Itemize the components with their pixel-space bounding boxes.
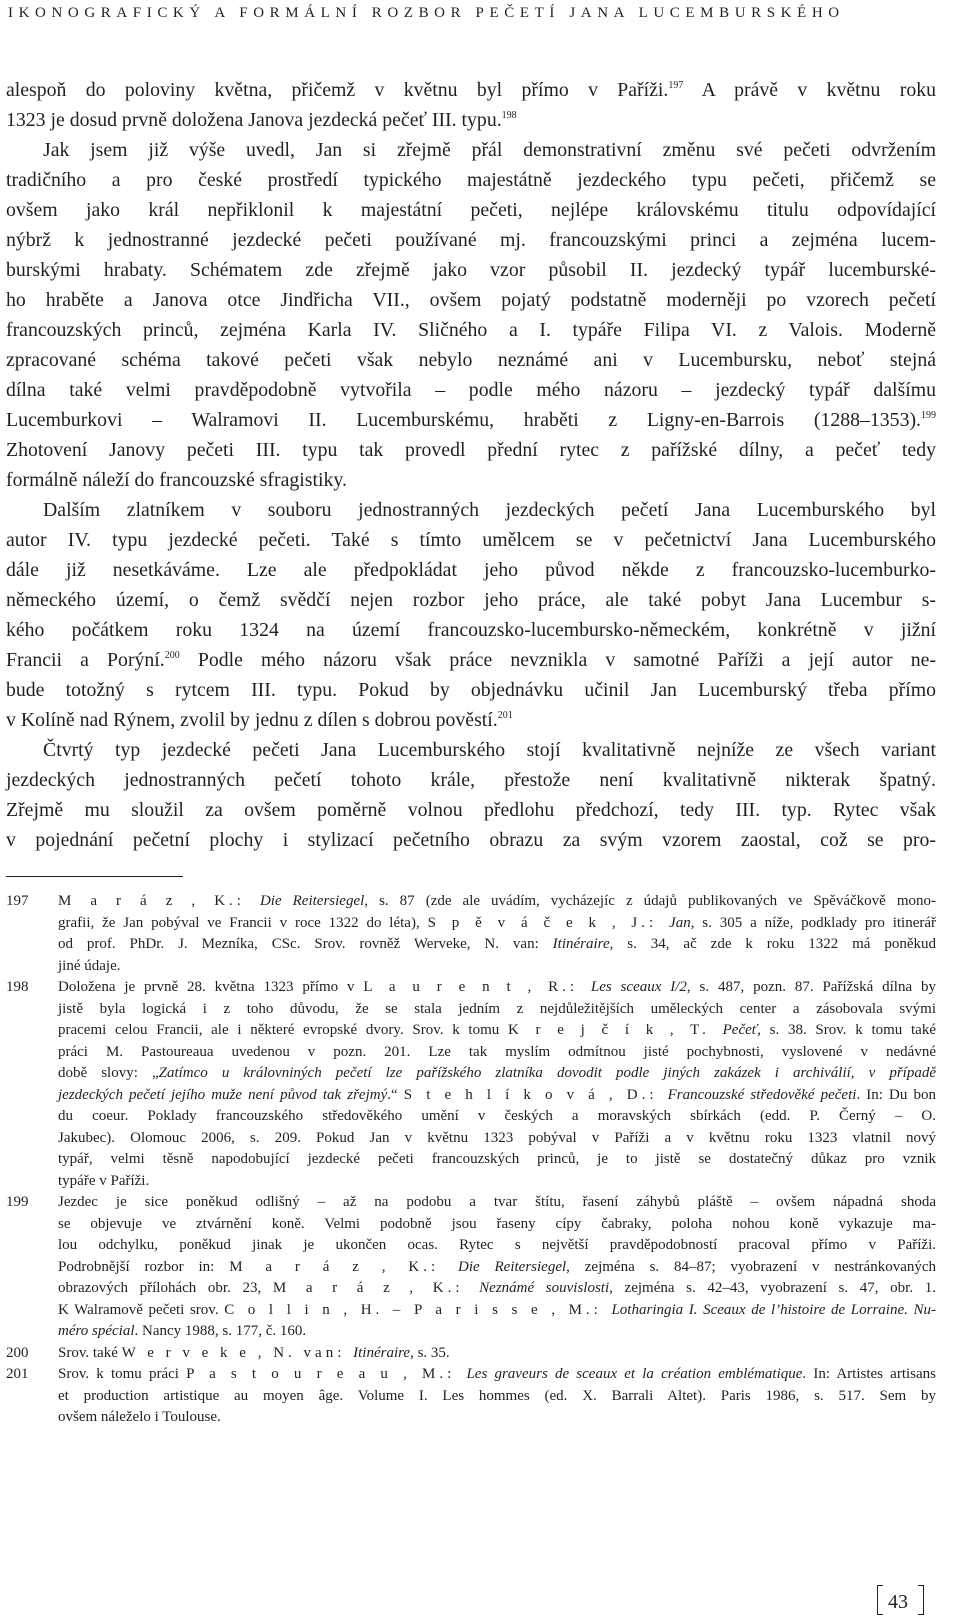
footnote-line: Srov. také W e r v e k e , N. van: Itinéraire, s. 35. [58, 1344, 450, 1361]
footnote-line: ovšem náleželo i Toulouse. [58, 1409, 221, 1425]
footnote-number: 198 [6, 979, 29, 995]
text-line: formálně náleží do francouzské sfragistiky. [6, 469, 347, 491]
footnote-line: typáře v Paříži. [58, 1172, 150, 1189]
text-line: tradičního a pro české prostředí typického majestátně jezdeckého typu pečeti, přičemž se [6, 169, 936, 191]
running-head: IKONOGRAFICKÝ A FORMÁLNÍ ROZBOR PEČETÍ JANA LUCEMBURSKÉHO [8, 5, 845, 21]
footnote-line: jezdeckých pečetí jejího muže není původ tak zřejmý.“ S t e h l í k o v á , D.: Francouzské středověké pečeti. In: Du bon [58, 1086, 936, 1103]
text-line: německého území, o čemž svědčí nejen rozbor jeho práce, ale také pobyt Jana Lucembur s- [6, 589, 936, 611]
text-line: Zhotovení Janovy pečeti III. typu tak provedl přední rytec z pařížské dílny, a pečeť tedy [6, 439, 936, 461]
footnote-line: obrazových přílohách obr. 23, M a r á z , K.: Neznámé souvislosti, zejména s. 42–43, vyobrazení s. 47, obr. 1. [58, 1280, 936, 1296]
text-line: ho hraběte a Janova otce Jindřicha VII., ovšem pojatý podstatně moderněji po vzorech pečetí [6, 289, 936, 311]
footnote-line: jistě byla logická i z toho důvodu, že se stala jedním z nejdůležitějších uměleckých center a zásobovala svými [58, 1000, 936, 1017]
text-line: ovšem jako král nepřiklonil k majestátní pečeti, nejlépe královskému titulu odpovídající [6, 199, 936, 221]
footnote-line: lou odchylku, poněkud jinak je ukončen ocas. Rytec s největší pravděpodobností pracoval přímo v Paříži. [58, 1237, 936, 1253]
footnote-line: M a r á z , K.: Die Reitersiegel, s. 87 (zde ale uvádím, vycházejíc z údajů publikovaných ve Spěváčkově mono- [58, 893, 936, 909]
footnote-line: grafii, že Jan pobýval ve Francii v roce 1322 do léta), S p ě v á č e k , J.: Jan, s. 305 a níže, podklady pro itinerář [58, 914, 936, 931]
footnote-line: době slovy: „Zatímco u královniných pečetí lze pařížského zlatníka dovodit podle jiných zakázek i archiválií, v případě [58, 1065, 936, 1081]
footnote-number: 199 [6, 1194, 29, 1210]
footnote-number: 201 [6, 1366, 29, 1382]
footnote-line: du coeur. Poklady francouzského středověkého umění v českých a moravských sbírkách (edd. P. Černý – O. [58, 1108, 936, 1124]
footnote-line: od prof. PhDr. J. Mezníka, CSc. Srov. rovněž Werveke, N. van: Itinéraire, s. 34, ač zde k roku 1322 má poněkud [58, 936, 937, 952]
text-line: nýbrž k jednostranné jezdecké pečeti používané mj. francouzskými princi a zejména lucem- [6, 229, 936, 251]
footnote-number: 200 [6, 1344, 29, 1361]
text-line: burskými hrabaty. Schématem zde zřejmě jako vzor působil II. jezdecký typář lucemburské- [6, 259, 936, 281]
footnote-line: Jakubec). Olomouc 2006, s. 209. Pokud Jan v květnu 1323 pobýval v Paříži a v květnu roku 1323 vlatnil nový [58, 1129, 936, 1146]
text-line: Jak jsem již výše uvedl, Jan si zřejmě přál demonstrativní změnu své pečeti odvržením [43, 139, 936, 161]
text-line: Dalším zlatníkem v souboru jednostranných jezdeckých pečetí Jana Lucemburského byl [43, 499, 936, 521]
footnote-line: méro spécial. Nancy 1988, s. 177, č. 160. [58, 1323, 307, 1339]
text-line: kého počátkem roku 1324 na území francouzsko-lucembursko-německém, konkrétně v jižní [6, 619, 936, 641]
footnote-line: pracemi celou Francii, ale i některé evropské dvory. Srov. k tomu K r e j č í k , T. Pečeť, s. 38. Srov. k tomu také [58, 1022, 936, 1038]
footnote-line: Jezdec je sice poněkud odlišný – až na podobu a tvar štítu, řasení záhybů pláště – ovšem nápadná shoda [58, 1194, 936, 1210]
footnote-line: Podrobnější rozbor in: M a r á z , K.: Die Reitersiegel, zejména s. 84–87; vyobrazení v nestránkovaných [58, 1258, 937, 1275]
text-line: Lucemburkovi – Walramovi II. Lucemburskému, hraběti z Ligny-en-Barrois (1288–1353).$^{199}$ [6, 409, 936, 431]
text-line: 1323 je dosud prvně doložena Janova jezdecká pečeť III. typu.$^{198}$ [6, 109, 517, 131]
footnote-line: typář, velmi těsně napodobující jezdecké pečeti francouzských princů, je to jistě se dostatečný důkaz pro vznik [58, 1151, 936, 1167]
text-line: Čtvrtý typ jezdecké pečeti Jana Lucemburského stojí kvalitativně nejníže ze všech variant [43, 739, 936, 761]
footnote-line: K Walramově pečeti srov. C o l l i n , H. – P a r i s s e , M.: Lotharingia I. Sceaux de l’histoire de Lorraine. Nu- [58, 1301, 936, 1318]
footnote-ref: 200 [164, 650, 180, 661]
text-line: v Kolíně nad Rýnem, zvolil by jednu z dílen s dobrou pověstí.$^{201}$ [6, 709, 513, 731]
text-line: Francii a Porýní.$^{200}$ Podle mého názoru však práce nevznikla v samotné Paříži a její autor ne- [6, 649, 936, 671]
page-number: 43 [888, 1591, 908, 1613]
footnote-ref: 198 [501, 110, 517, 121]
footnote-line: Srov. k tomu práci P a s t o u r e a u , M.: Les graveurs de sceaux et la création emblématique. In: Artistes artisans [58, 1366, 937, 1382]
footnote-line: et production artistique au moyen âge. Volume I. Les hommes (ed. X. Barrali Altet). Paris 1986, s. 517. Sem by [58, 1387, 936, 1404]
footnote-separator [6, 876, 183, 877]
footnote-number: 197 [6, 893, 29, 909]
text-line: autor IV. typu jezdecké pečeti. Také s tímto umělcem se v pečetnictví Jana Lucemburského [6, 529, 936, 551]
footnote-line: se objevuje ve ztvárnění koně. Velmi podobně jsou řaseny cípy čabraky, poloha nohou koně vykazuje ma- [58, 1215, 936, 1232]
footnote-line: jiné údaje. [58, 957, 121, 974]
footnote-line: práci M. Pastoureaua uvedenou v pozn. 201. Lze tak myslím odmítnou jisté pochybnosti, vyslovené v nedávné [58, 1043, 936, 1060]
folio-bracket-right [918, 1585, 924, 1615]
text-line: Zřejmě mu sloužil za ovšem poměrně volnou předlohu předchozí, tedy III. typ. Rytec však [6, 799, 936, 821]
text-line: dále již nesetkáváme. Lze ale předpokládat jeho původ někde z francouzsko-lucemburko- [6, 559, 936, 581]
text-line: v pojednání pečetní plochy i stylizací pečetního obrazu za svým vzorem zaostal, což se pro- [6, 829, 936, 851]
footnote-ref: 199 [921, 410, 936, 421]
text-line: zpracované schéma takové pečeti však nebylo neznámé ani v Lucembursku, neboť stejná [6, 349, 936, 371]
footnote-ref: 201 [497, 710, 513, 721]
text-line: jezdeckých jednostranných pečetí tohoto krále, přestože není kvalitativně nikterak špatný. [6, 769, 936, 791]
footnote-ref: 197 [668, 80, 684, 91]
text-line: bude totožný s rytcem III. typu. Pokud by objednávku učinil Jan Lucemburský třeba přímo [6, 679, 936, 701]
footnote-line: Doložena je prvně 28. května 1323 přímo v L a u r e n t , R.: Les sceaux I/2, s. 487, pozn. 87. Pařížská dílna by [58, 979, 936, 995]
text-line: alespoň do poloviny května, přičemž v květnu byl přímo v Paříži.$^{197}$ A právě v květnu roku [6, 79, 936, 101]
text-line: dílna také velmi pravděpodobně vytvořila – podle mého názoru – jezdecký typář dalšímu [6, 379, 936, 401]
text-line: francouzských princů, zejména Karla IV. Sličného a I. typáře Filipa VI. z Valois. Moderně [6, 319, 936, 341]
